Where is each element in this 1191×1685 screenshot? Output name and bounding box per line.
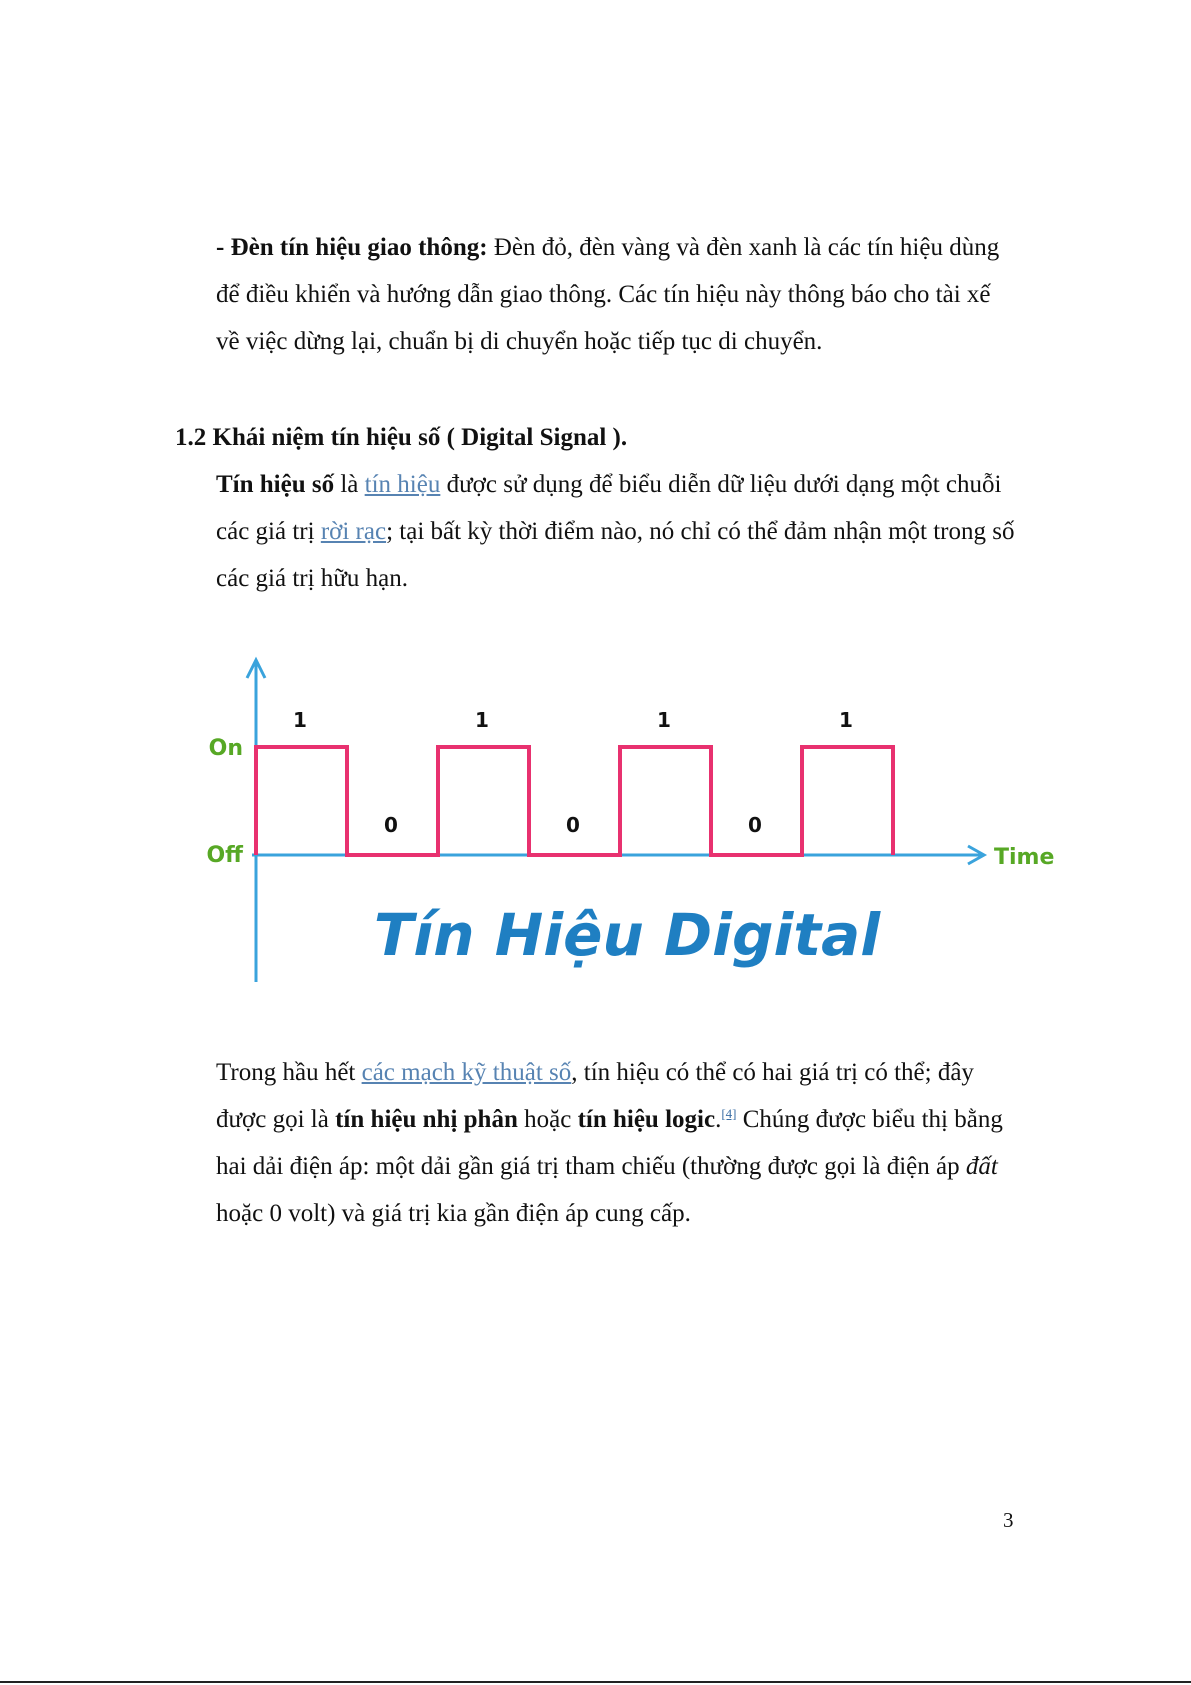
link-roi-rac[interactable]: rời rạc [320, 518, 387, 545]
ground-term: đất [965, 1153, 998, 1180]
binary-signal-term: tín hiệu nhị phân [335, 1106, 518, 1133]
binary-text-2: , tín hiệu có thể có hai giá trị có thể; đây được gọi là [216, 1059, 974, 1133]
definition-term: Tín hiệu số [216, 471, 335, 498]
traffic-light-lead: - Đèn tín hiệu giao thông: [216, 234, 488, 261]
figure-title: Tín Hiệu Digital [373, 901, 881, 969]
logic-signal-term: tín hiệu logic [577, 1106, 716, 1133]
bit-label: 0 [566, 813, 580, 837]
reference-link[interactable]: [4] [721, 1106, 737, 1121]
definition-text-2: được sử dụng để biểu diễn dữ liệu dưới dạng một chuỗi các giá trị [216, 471, 1002, 545]
on-label: On [208, 736, 243, 761]
time-label: Time [994, 845, 1055, 870]
definition-paragraph [216, 461, 1016, 602]
binary-text-4: . [715, 1106, 722, 1133]
bit-label: 1 [475, 708, 489, 732]
binary-text-1: Trong hầu hết [216, 1059, 362, 1086]
traffic-light-paragraph [216, 224, 1016, 365]
bit-label: 0 [384, 813, 398, 837]
binary-text-5: Chúng được biểu thị bằng hai dải điện áp: một dải gần giá trị tham chiếu (thường được gọi là điện áp [216, 1106, 1003, 1180]
digital-signal-diagram [206, 650, 1072, 990]
binary-text-6: hoặc 0 volt) và giá trị kia gần điện áp cung cấp. [216, 1200, 691, 1227]
definition-text-1: là [334, 471, 365, 498]
bit-label: 1 [657, 708, 671, 732]
traffic-light-text: Đèn đỏ, đèn vàng và đèn xanh là các tín hiệu dùng để điều khiển và hướng dẫn giao thông. Các tín hiệu này thông báo cho tài xế về việc dừng lại, chuẩn bị di chuyển hoặc tiếp tục di chuyển. [216, 234, 1000, 355]
bit-label: 1 [293, 708, 307, 732]
bit-label: 1 [839, 708, 853, 732]
reference-superscript [721, 1106, 736, 1121]
link-tin-hieu[interactable]: tín hiệu [364, 471, 441, 498]
footer-rule [0, 1681, 1191, 1683]
digital-signal-figure [206, 650, 1072, 990]
link-digital-circuits[interactable]: các mạch kỹ thuật số [361, 1059, 572, 1086]
off-label: Off [206, 843, 243, 868]
bit-label: 0 [748, 813, 762, 837]
page-number: 3 [1003, 1508, 1014, 1532]
binary-text-3: hoặc [517, 1106, 578, 1133]
section-heading: 1.2 Khái niệm tín hiệu số ( Digital Signal ). [175, 424, 628, 451]
definition-text-3: ; tại bất kỳ thời điểm nào, nó chỉ có thể đảm nhận một trong số các giá trị hữu hạn. [216, 518, 1015, 592]
square-wave [256, 747, 893, 855]
binary-signal-paragraph [216, 1049, 1016, 1237]
